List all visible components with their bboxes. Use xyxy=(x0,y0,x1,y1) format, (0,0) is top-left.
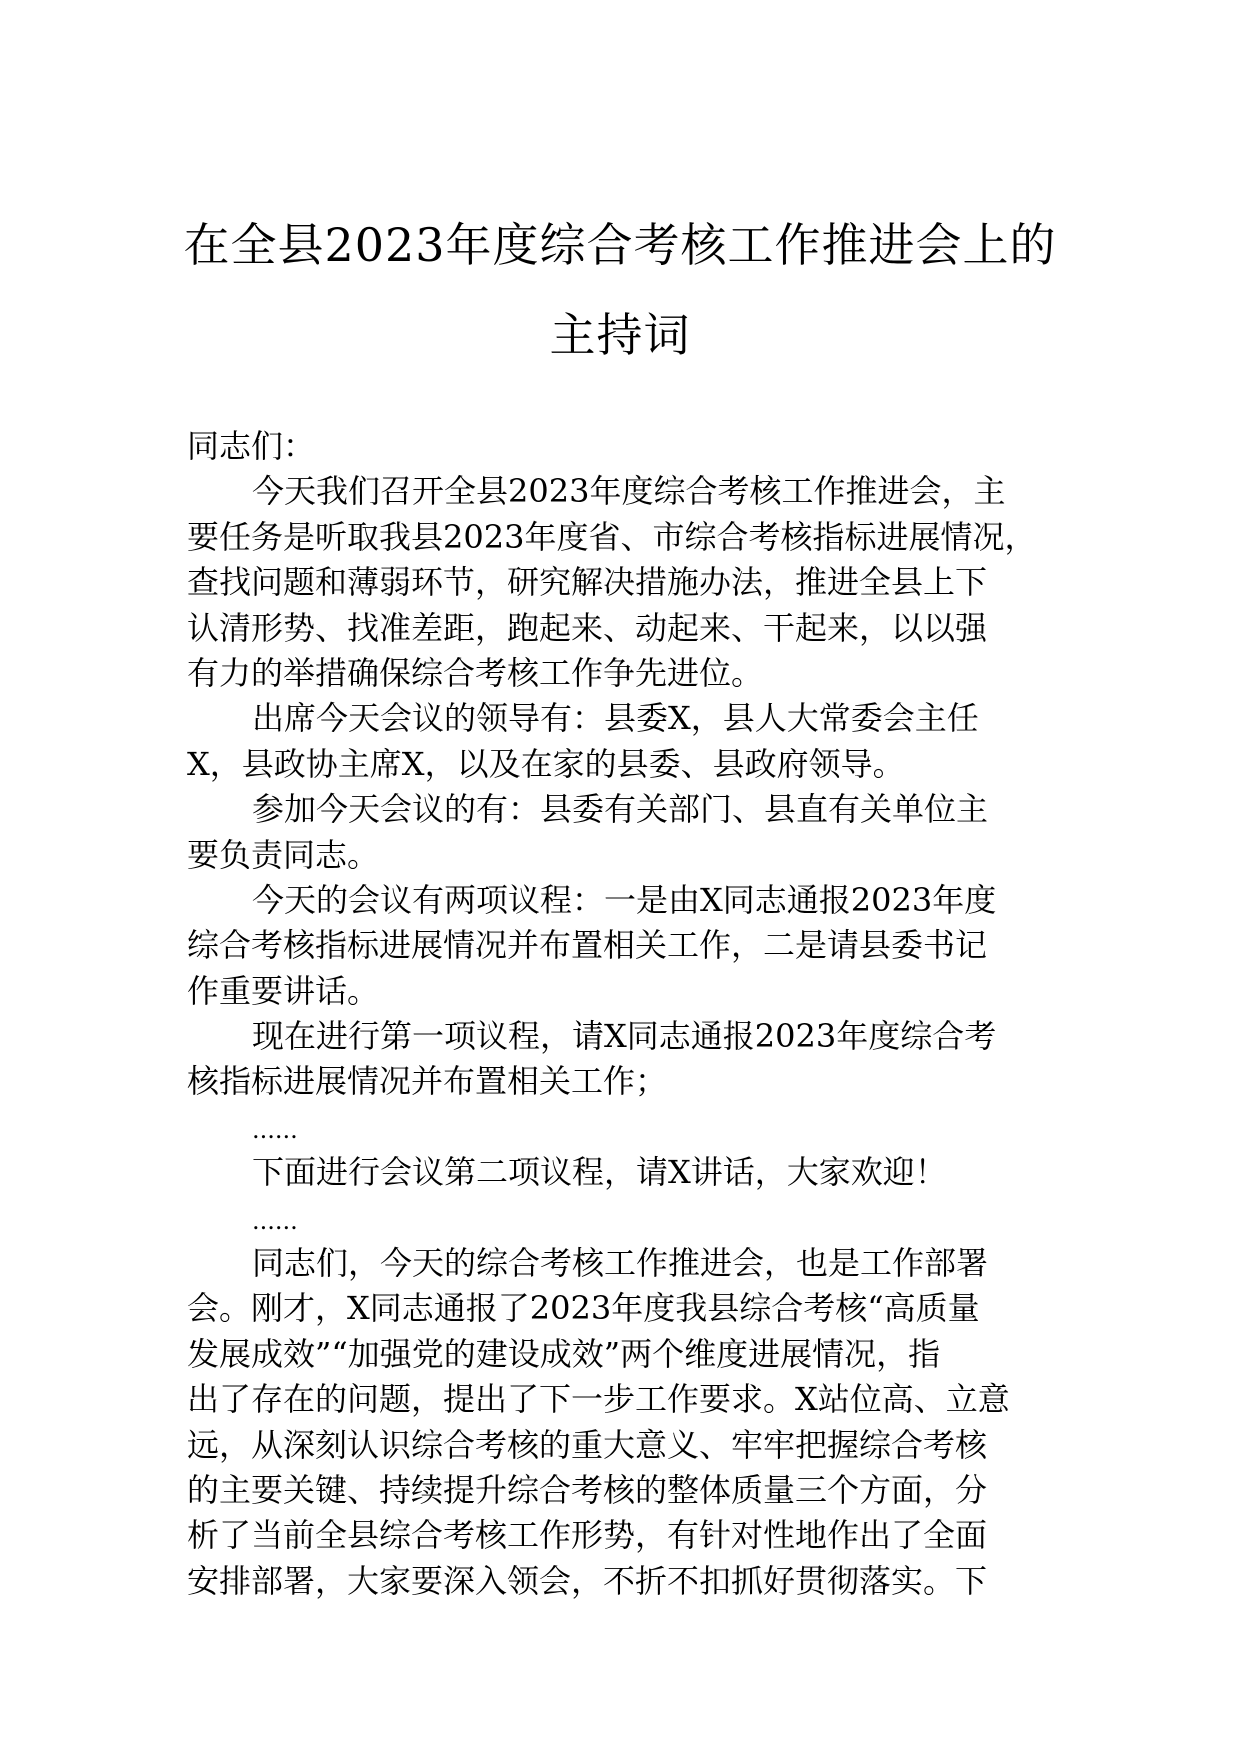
paragraph-line-text: 远，从深刻认识综合考核的重大意义、牢牢把握综合考核 xyxy=(187,1425,988,1464)
paragraph-line xyxy=(187,1332,1057,1377)
paragraph-line xyxy=(187,1105,1057,1150)
paragraph-line xyxy=(187,1241,1057,1286)
paragraph-line-text: 核指标进展情况并布置相关工作； xyxy=(187,1062,668,1101)
paragraph-line xyxy=(187,923,1057,968)
paragraph-line xyxy=(187,787,1057,832)
paragraph-line xyxy=(187,560,1057,605)
paragraph-line-text: 同志们，今天的综合考核工作推进会，也是工作部署 xyxy=(252,1244,989,1283)
paragraph-line xyxy=(187,469,1057,514)
paragraph-line-text: 发展成效”“加强党的建设成效”两个维度进展情况，指 xyxy=(187,1334,941,1373)
paragraph-line-text: 有力的举措确保综合考核工作争先进位。 xyxy=(187,653,764,692)
paragraph-line-text: 同志们： xyxy=(187,427,316,465)
paragraph-line-text: ...... xyxy=(252,1206,298,1235)
paragraph-line xyxy=(187,1059,1057,1104)
paragraph-line xyxy=(187,1377,1057,1422)
paragraph-line xyxy=(187,878,1057,923)
document-body xyxy=(187,424,1057,1604)
paragraph-line-text: 出席今天会议的领导有：县委X，县人大常委会主任 xyxy=(252,699,979,738)
paragraph-line-text: 查找问题和薄弱环节，研究解决措施办法，推进全县上下 xyxy=(187,563,988,602)
document-title-line-2: 主持词 xyxy=(549,308,691,362)
paragraph-line xyxy=(187,742,1057,787)
paragraph-line xyxy=(187,969,1057,1014)
paragraph-line-text: 要任务是听取我县2023年度省、市综合考核指标进展情况， xyxy=(187,517,1037,556)
paragraph-line xyxy=(187,696,1057,741)
paragraph-line xyxy=(187,1559,1057,1604)
paragraph-line-text: 现在进行第一项议程，请X同志通报2023年度综合考 xyxy=(252,1017,997,1056)
paragraph-line-text: 出了存在的问题，提出了下一步工作要求。X站位高、立意 xyxy=(187,1380,1010,1419)
paragraph-line-text: 的主要关键、持续提升综合考核的整体质量三个方面，分 xyxy=(187,1470,988,1509)
paragraph-line xyxy=(187,1286,1057,1331)
paragraph-line xyxy=(187,1468,1057,1513)
document-title-line-1: 在全县2023年度综合考核工作推进会上的 xyxy=(183,218,1057,272)
paragraph-line xyxy=(187,1014,1057,1059)
paragraph-line xyxy=(187,1196,1057,1241)
paragraph-line xyxy=(187,833,1057,878)
paragraph-line xyxy=(187,424,1057,469)
paragraph-line-text: 综合考核指标进展情况并布置相关工作，二是请县委书记 xyxy=(187,926,988,965)
paragraph-line-text: 参加今天会议的有：县委有关部门、县直有关单位主 xyxy=(252,790,989,829)
paragraph-line xyxy=(187,1513,1057,1558)
paragraph-line xyxy=(187,606,1057,651)
paragraph-line-text: 要负责同志。 xyxy=(187,835,380,874)
paragraph-line xyxy=(187,515,1057,560)
paragraph-line xyxy=(187,651,1057,696)
paragraph-line-text: 今天我们召开全县2023年度综合考核工作推进会，主 xyxy=(252,472,1006,511)
paragraph-line-text: 作重要讲话。 xyxy=(187,971,380,1010)
paragraph-line-text: 认清形势、找准差距，跑起来、动起来、干起来，以以强 xyxy=(187,608,988,647)
paragraph-line-text: ...... xyxy=(252,1115,298,1144)
paragraph-line xyxy=(187,1150,1057,1195)
paragraph-line-text: 安排部署，大家要深入领会，不折不扣抓好贯彻落实。下 xyxy=(187,1561,988,1600)
paragraph-line-text: 析了当前全县综合考核工作形势，有针对性地作出了全面 xyxy=(187,1516,988,1555)
paragraph-line-text: X，县政协主席X，以及在家的县委、县政府领导。 xyxy=(187,744,905,783)
paragraph-line-text: 下面进行会议第二项议程，请X讲话，大家欢迎！ xyxy=(252,1153,947,1192)
paragraph-line xyxy=(187,1423,1057,1468)
paragraph-line-text: 会。刚才，X同志通报了2023年度我县综合考核“高质量 xyxy=(187,1289,980,1328)
paragraph-line-text: 今天的会议有两项议程：一是由X同志通报2023年度 xyxy=(252,880,997,919)
